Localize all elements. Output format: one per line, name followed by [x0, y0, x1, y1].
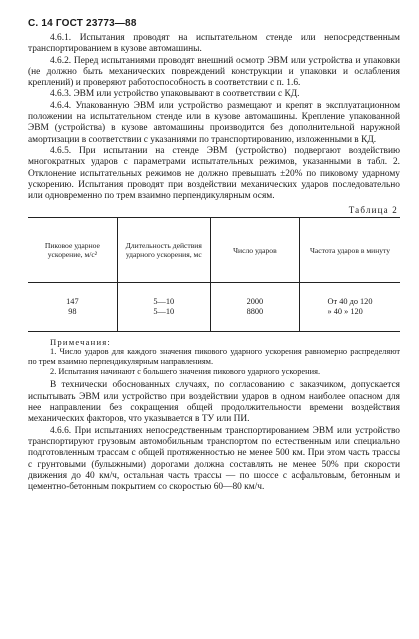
table-cell-duration [117, 283, 210, 332]
table-header-acceleration: Пиковое ударное ускорение, м/с² [28, 218, 117, 283]
table-caption: Таблица 2 [348, 205, 398, 216]
table-cell-value: 8800 [246, 307, 264, 317]
table-cell-acceleration [28, 283, 117, 332]
frequency-values [328, 297, 373, 317]
paragraph-4-6-2: 4.6.2. Перед испытаниями проводят внешний осмотр ЭВМ или устройства и упаковки (не должно быть механических повреждений конструкции и упаковки и ослабления креплений) и проверяют работоспособность в соответствии с п. 1.6. [28, 55, 400, 89]
paragraph-4-6-4: 4.6.4. Упакованную ЭВМ или устройство размещают и крепят в эксплуатационном положении на испытательном стенде или в кузове автомашины. Крепление упакованной ЭВМ (устройства) в кузове автомашины производится без дополнительной наружной амортизации в соответствии с указаниями по транспортированию, изложенными в КД. [28, 100, 400, 145]
notes-title: Примечания: [50, 337, 112, 348]
page-header: С. 14 ГОСТ 23773—88 [28, 18, 137, 29]
table-cell-value: » 40 » 120 [327, 307, 363, 317]
table-cell-value: 98 [68, 307, 77, 317]
table-row [28, 283, 400, 332]
table-cell-value: 2000 [246, 297, 264, 307]
table-cell-frequency [300, 283, 400, 332]
table-2 [28, 217, 400, 332]
paragraph-4-6-6: 4.6.6. При испытаниях непосредственным транспортированием ЭВМ или устройство транспортируют грузовым автомобильным транспортом по естественным или специально подготовленным трассам с общей протяженностью не менее 500 км. При этом часть трассы с грунтовыми (булыжными) дорогами должна составлять не менее 50% при скорости движения до 40 км/ч, остальная часть трассы — по шоссе с асфальтовым, бетонным и цементно-бетонным покрытием со скоростью 60—80 км/ч. [28, 425, 400, 493]
paragraph-4-6-3: 4.6.3. ЭВМ или устройство упаковывают в соответствии с КД. [50, 89, 300, 100]
table-cell-count [210, 283, 299, 332]
table-header-count: Число ударов [210, 218, 299, 283]
table-header-frequency: Частота ударов в минуту [300, 218, 400, 283]
table-header-row [28, 218, 400, 283]
paragraph-4-6-1: 4.6.1. Испытания проводят на испытательном стенде или непосредственным транспортированием в кузове автомашины. [28, 33, 400, 55]
table-cell-value: 5—10 [153, 307, 175, 317]
paragraph-exception: В технически обоснованных случаях, по согласованию с заказчиком, допускается испытывать ЭВМ или устройство при воздействии ударов в одном наиболее опасном для нее направлении без сокращения общей продолжительности времени воздействия механических факторов, что указывается в ТУ или ПИ. [28, 380, 400, 425]
table-cell-value: От 40 до 120 [327, 297, 373, 307]
paragraph-4-6-5: 4.6.5. При испытании на стенде ЭВМ (устройство) подвергают воздействию многократных ударов с параметрами испытательных режимов, указанными в табл. 2. Отклонение испытательных режимов не должно превышать ±20% по пиковому ударному ускорению. Испытания проводят при воздействии механических ударов последовательно или одновременно по трем взаимно перпендикулярным осям. [28, 145, 400, 202]
table-header-duration: Длительность действия ударного ускорения, мс [117, 218, 210, 283]
table-cell-value: 5—10 [153, 297, 175, 307]
note-1: 1. Число ударов для каждого значения пикового ударного ускорения равномерно распределяют по трем взаимно перпендикулярным направлениям. [28, 347, 400, 367]
note-2: 2. Испытания начинают с большего значения пикового ударного ускорения. [50, 367, 321, 377]
table-cell-value: 147 [66, 297, 79, 307]
